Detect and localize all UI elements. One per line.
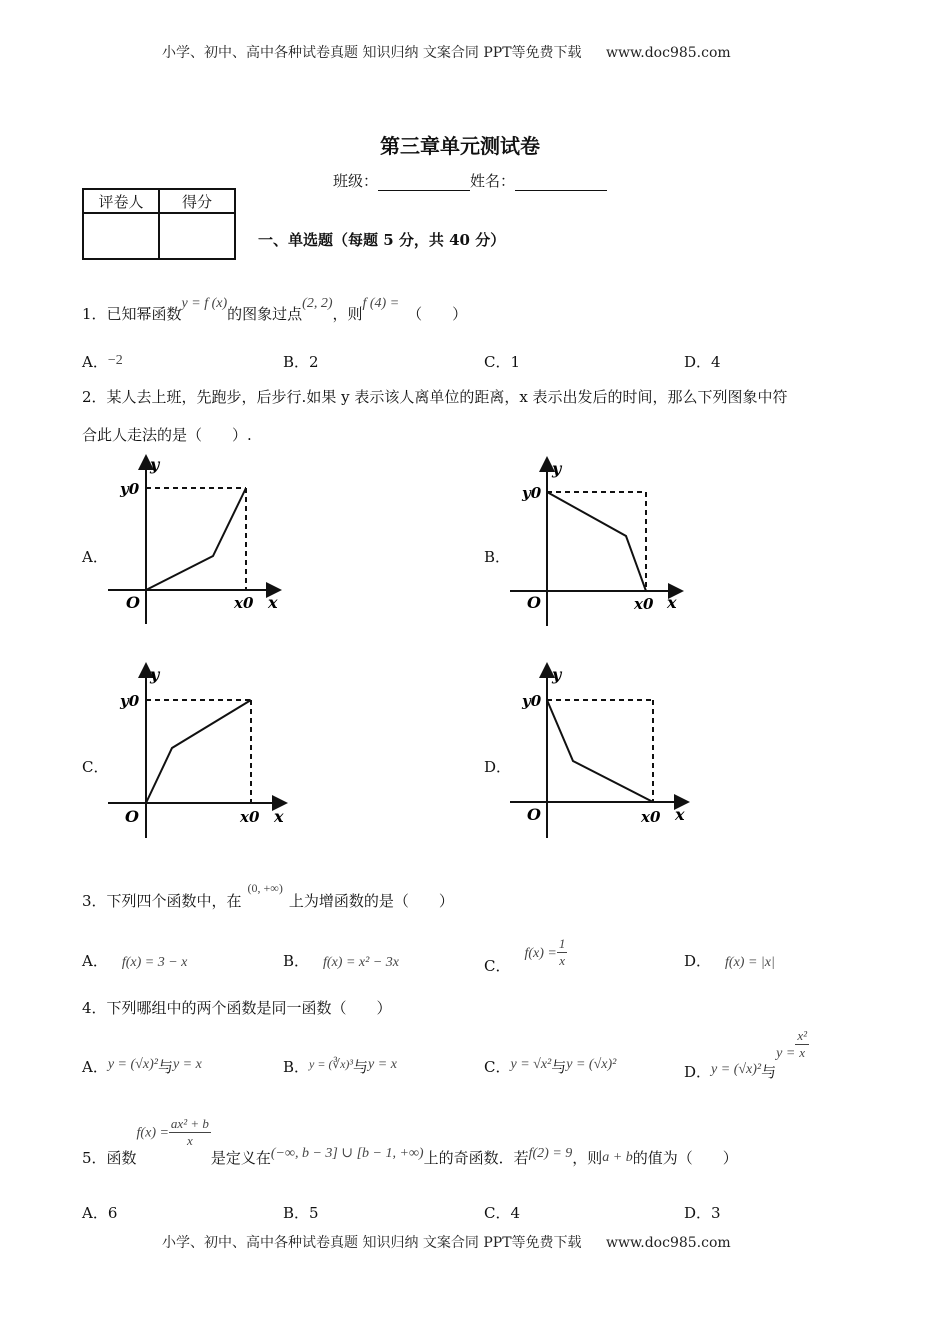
class-label: 班级： — [333, 172, 379, 190]
q2-line-1: 2．某人去上班，先跑步，后步行.如果 y 表示该人离单位的距离，x 表示出发后的时间，那么下列图象中符 — [82, 388, 788, 406]
q1-option-d-value: 4 — [711, 353, 721, 371]
q3-option-b-value: f(x) = x² − 3x — [323, 955, 399, 970]
q5-option-b-label: B． — [283, 1204, 310, 1222]
q1-option-c[interactable] — [484, 351, 520, 372]
q2-option-d-label[interactable]: D． — [484, 758, 512, 776]
footer-text — [162, 1232, 731, 1252]
q5-option-a-value: 6 — [107, 1204, 118, 1222]
q5-condition: f(2) = 9 — [528, 1145, 573, 1161]
q4-option-d-fraction — [795, 1028, 809, 1061]
footer-url[interactable]: www.doc985.com — [605, 1235, 731, 1251]
q5-option-b[interactable] — [283, 1202, 319, 1223]
q5-option-a-label: A． — [82, 1204, 108, 1222]
x-label: x — [274, 807, 284, 826]
q2-graph-a[interactable] — [108, 452, 288, 630]
q5-func-numerator: ax² + b — [170, 1116, 209, 1131]
y0-label: y0 — [120, 480, 140, 498]
graph-line — [146, 488, 246, 590]
q2-graph-d[interactable] — [510, 662, 695, 842]
page-title: 第三章单元测试卷 — [380, 134, 540, 158]
q3-option-b[interactable] — [283, 950, 399, 971]
y0-label: y0 — [522, 484, 542, 502]
q4-option-d-label: D． — [684, 1062, 712, 1081]
q4-option-c[interactable] — [484, 1056, 616, 1077]
q4-option-d-left: y = (√x)² — [711, 1061, 762, 1077]
y0-label: y0 — [120, 692, 140, 710]
q1-option-d[interactable] — [684, 351, 721, 372]
q2-graph-b[interactable] — [510, 456, 690, 634]
q2-option-a-label[interactable]: A． — [82, 548, 108, 566]
q3-option-b-label: B． — [283, 952, 310, 970]
graph-line — [547, 492, 646, 591]
q5-option-d-value: 3 — [711, 1204, 721, 1222]
q1-option-a-value: −2 — [107, 353, 123, 368]
q1-option-c-value: 1 — [510, 353, 521, 371]
q5-func-fraction — [169, 1116, 211, 1149]
score-table-score-cell[interactable] — [159, 213, 235, 259]
q5-func-prefix: f(x) = — [136, 1125, 169, 1141]
q5-option-c-value: 4 — [510, 1204, 521, 1222]
q5-domain: (−∞, b − 3] ∪ [b − 1, +∞) — [270, 1145, 424, 1161]
q3-option-c-fraction — [557, 936, 568, 969]
x-label: x — [268, 593, 278, 612]
q5-func-denominator: x — [187, 1133, 193, 1148]
q2-line-2: 合此人走法的是（ ）. — [82, 426, 252, 444]
q4-option-d[interactable] — [684, 1028, 809, 1081]
q4-option-b-right: y = x — [368, 1057, 397, 1072]
q5-number: 5．函数 — [82, 1148, 137, 1167]
origin-label: O — [527, 593, 541, 612]
q3-option-a-value: f(x) = 3 − x — [121, 955, 188, 970]
q4-option-c-left: y = √x² — [510, 1057, 552, 1072]
score-table-grader-cell[interactable] — [83, 213, 159, 259]
x-label: x — [667, 593, 677, 612]
x0-label: x0 — [234, 594, 254, 612]
q1-end: ，则 — [332, 305, 363, 323]
q1-option-d-label: D． — [684, 353, 712, 371]
q1-func: y = f (x) — [181, 296, 228, 311]
q5-option-d[interactable] — [684, 1202, 721, 1223]
x0-label: x0 — [240, 808, 260, 826]
y0-label: y0 — [522, 692, 542, 710]
class-blank[interactable] — [378, 190, 470, 191]
y-label: y — [552, 665, 562, 684]
q3-option-c-value: f(x) = — [524, 945, 557, 961]
y-label: y — [150, 665, 160, 684]
graph-line — [547, 700, 653, 802]
q1-number: 1．已知幂函数 — [82, 305, 182, 323]
q5-end: 的值为（ ） — [632, 1148, 738, 1167]
q1-expr: f (4) = — [362, 296, 400, 311]
class-name-line — [333, 170, 607, 191]
q5-option-c[interactable] — [484, 1202, 520, 1223]
q4-option-a[interactable] — [82, 1056, 202, 1077]
header-url[interactable]: www.doc985.com — [605, 45, 731, 61]
q5-option-c-label: C． — [484, 1204, 511, 1222]
name-label: 姓名： — [470, 172, 516, 190]
q3-option-d-label: D． — [684, 952, 712, 970]
q4-option-a-label: A． — [82, 1058, 108, 1076]
q4-option-a-right: y = x — [172, 1057, 202, 1072]
q3-option-a[interactable] — [82, 950, 187, 971]
q1-option-a-label: A． — [82, 353, 108, 371]
q1-point: (2, 2) — [302, 296, 333, 311]
q1-option-c-label: C． — [484, 353, 511, 371]
score-table — [82, 188, 236, 260]
origin-label: O — [126, 593, 140, 612]
q5-mid2: 上的奇函数．若 — [423, 1148, 529, 1167]
header-text — [162, 42, 731, 62]
y-label: y — [552, 459, 562, 478]
score-table-score-header: 得分 — [159, 189, 235, 213]
q4-option-c-right: y = (√x)² — [566, 1057, 617, 1072]
q3-option-d-value: f(x) = |x| — [725, 955, 775, 970]
q3-end: 上为增函数的是（ ） — [288, 892, 454, 910]
x0-label: x0 — [641, 808, 661, 826]
q3-option-d[interactable] — [684, 950, 775, 971]
q4-option-d-connector: 与 — [761, 1062, 777, 1081]
q3-number: 3．下列四个函数中，在 — [82, 892, 242, 910]
q2-option-c-label[interactable]: C． — [82, 758, 109, 776]
name-blank[interactable] — [515, 190, 607, 191]
x-label: x — [675, 805, 685, 824]
q5-option-b-value: 5 — [309, 1204, 319, 1222]
q4-option-a-left: y = (√x)² — [107, 1057, 158, 1072]
q3-option-c-denominator: x — [559, 953, 565, 968]
q2-option-b-label[interactable]: B． — [484, 548, 511, 566]
origin-label: O — [527, 805, 541, 824]
q4-option-d-numerator: x² — [797, 1028, 807, 1043]
origin-label: O — [125, 807, 139, 826]
q3-interval: (0, +∞) — [247, 881, 283, 895]
q4-option-d-right-prefix: y = — [776, 1045, 796, 1061]
q4-option-d-denominator: x — [799, 1045, 806, 1060]
question-4: 4．下列哪组中的两个函数是同一函数（ ） — [82, 999, 392, 1017]
x0-label: x0 — [634, 595, 654, 613]
y-label: y — [150, 455, 160, 474]
q4-option-b-left: y = (∛x)³ — [309, 1057, 354, 1071]
q1-option-b-label: B． — [283, 353, 310, 371]
graph-line — [146, 700, 251, 803]
q5-option-a[interactable] — [82, 1202, 117, 1223]
q1-mid: 的图象过点 — [227, 305, 303, 323]
q5-option-d-label: D． — [684, 1204, 712, 1222]
q4-option-a-connector: 与 — [157, 1058, 173, 1076]
q5-mid3: ，则 — [572, 1148, 603, 1167]
q1-option-b[interactable] — [283, 351, 319, 372]
q3-option-c[interactable] — [484, 936, 567, 975]
question-5 — [82, 1116, 738, 1167]
header-text-label: 小学、初中、高中各种试卷真题 知识归纳 文案合同 PPT等免费下载 — [162, 45, 582, 61]
footer-text-label: 小学、初中、高中各种试卷真题 知识归纳 文案合同 PPT等免费下载 — [162, 1235, 582, 1251]
question-1 — [82, 296, 468, 324]
q4-option-b-label: B． — [283, 1058, 310, 1076]
q1-option-b-value: 2 — [309, 353, 319, 371]
q3-option-a-label: A． — [82, 952, 108, 970]
q1-blank: （ ） — [407, 305, 468, 323]
section-1-heading: 一、单选题（每题 5 分，共 40 分） — [258, 231, 506, 249]
q4-option-c-connector: 与 — [551, 1058, 567, 1076]
q5-expr: a + b — [602, 1149, 633, 1165]
q2-graph-c[interactable] — [108, 662, 293, 842]
q3-option-c-numerator: 1 — [558, 936, 566, 951]
q4-option-b[interactable] — [283, 1056, 397, 1077]
q4-option-b-connector: 与 — [353, 1058, 369, 1076]
q5-mid: 是定义在 — [210, 1148, 271, 1167]
q3-option-c-label: C． — [484, 956, 511, 975]
question-3 — [82, 881, 454, 911]
score-table-grader-header: 评卷人 — [83, 189, 159, 213]
q4-option-c-label: C． — [484, 1058, 511, 1076]
q1-option-a[interactable] — [82, 351, 123, 372]
